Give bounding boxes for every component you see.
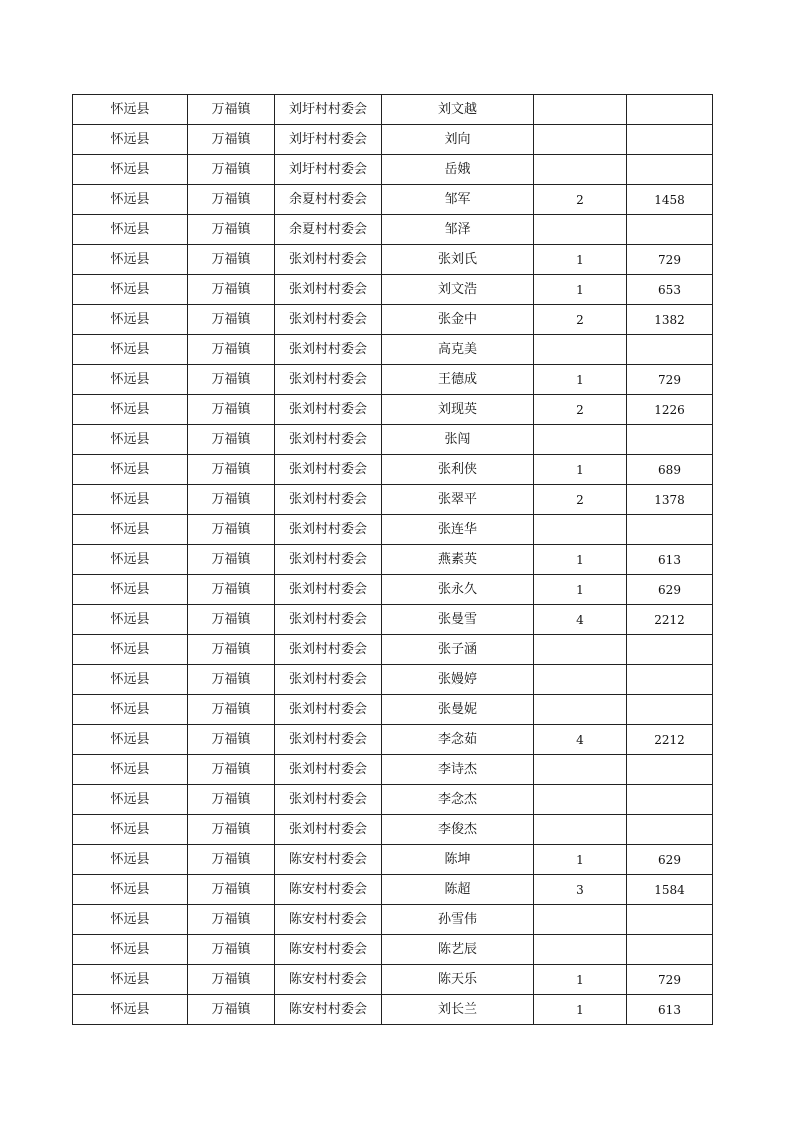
table-row	[73, 545, 713, 575]
county-cell: 怀远县	[73, 185, 188, 215]
table-row	[73, 785, 713, 815]
county-cell: 怀远县	[73, 905, 188, 935]
amount-cell	[627, 905, 713, 935]
person-name-cell: 岳娥	[382, 155, 534, 185]
amount-cell	[627, 665, 713, 695]
town-cell: 万福镇	[188, 125, 275, 155]
person-name-cell: 张曼雪	[382, 605, 534, 635]
table-row	[73, 845, 713, 875]
count-cell	[534, 515, 627, 545]
village-cell: 张刘村村委会	[275, 485, 382, 515]
person-name-cell: 刘现英	[382, 395, 534, 425]
amount-cell	[627, 515, 713, 545]
amount-cell	[627, 785, 713, 815]
amount-cell: 729	[627, 245, 713, 275]
table-row	[73, 155, 713, 185]
amount-cell: 653	[627, 275, 713, 305]
count-cell: 2	[534, 305, 627, 335]
table-row	[73, 725, 713, 755]
amount-cell: 1458	[627, 185, 713, 215]
town-cell: 万福镇	[188, 785, 275, 815]
amount-cell	[627, 815, 713, 845]
count-cell	[534, 125, 627, 155]
amount-cell	[627, 425, 713, 455]
village-cell: 陈安村村委会	[275, 935, 382, 965]
town-cell: 万福镇	[188, 605, 275, 635]
county-cell: 怀远县	[73, 275, 188, 305]
county-cell: 怀远县	[73, 635, 188, 665]
table-row	[73, 125, 713, 155]
person-name-cell: 陈天乐	[382, 965, 534, 995]
village-cell: 张刘村村委会	[275, 755, 382, 785]
count-cell: 1	[534, 365, 627, 395]
count-cell	[534, 785, 627, 815]
village-cell: 刘圩村村委会	[275, 95, 382, 125]
village-cell: 余夏村村委会	[275, 215, 382, 245]
person-name-cell: 张永久	[382, 575, 534, 605]
village-cell: 刘圩村村委会	[275, 155, 382, 185]
table-row	[73, 935, 713, 965]
table-row	[73, 365, 713, 395]
roster-table	[72, 94, 713, 1025]
table-row	[73, 305, 713, 335]
table-row	[73, 695, 713, 725]
count-cell	[534, 815, 627, 845]
person-name-cell: 张金中	[382, 305, 534, 335]
town-cell: 万福镇	[188, 665, 275, 695]
county-cell: 怀远县	[73, 815, 188, 845]
town-cell: 万福镇	[188, 815, 275, 845]
village-cell: 张刘村村委会	[275, 785, 382, 815]
count-cell: 2	[534, 395, 627, 425]
village-cell: 张刘村村委会	[275, 575, 382, 605]
county-cell: 怀远县	[73, 305, 188, 335]
town-cell: 万福镇	[188, 755, 275, 785]
county-cell: 怀远县	[73, 395, 188, 425]
amount-cell: 1378	[627, 485, 713, 515]
amount-cell	[627, 635, 713, 665]
table-row	[73, 395, 713, 425]
person-name-cell: 张翠平	[382, 485, 534, 515]
table-row	[73, 245, 713, 275]
count-cell	[534, 755, 627, 785]
table-row	[73, 425, 713, 455]
amount-cell	[627, 125, 713, 155]
person-name-cell: 张曼妮	[382, 695, 534, 725]
amount-cell: 2212	[627, 725, 713, 755]
town-cell: 万福镇	[188, 635, 275, 665]
village-cell: 张刘村村委会	[275, 305, 382, 335]
person-name-cell: 燕素英	[382, 545, 534, 575]
town-cell: 万福镇	[188, 545, 275, 575]
table-row	[73, 515, 713, 545]
amount-cell: 1382	[627, 305, 713, 335]
county-cell: 怀远县	[73, 965, 188, 995]
county-cell: 怀远县	[73, 785, 188, 815]
county-cell: 怀远县	[73, 485, 188, 515]
town-cell: 万福镇	[188, 425, 275, 455]
person-name-cell: 邹军	[382, 185, 534, 215]
person-name-cell: 李念茹	[382, 725, 534, 755]
county-cell: 怀远县	[73, 695, 188, 725]
person-name-cell: 张闯	[382, 425, 534, 455]
count-cell: 1	[534, 845, 627, 875]
amount-cell	[627, 695, 713, 725]
person-name-cell: 陈超	[382, 875, 534, 905]
village-cell: 刘圩村村委会	[275, 125, 382, 155]
table-row	[73, 185, 713, 215]
town-cell: 万福镇	[188, 695, 275, 725]
town-cell: 万福镇	[188, 905, 275, 935]
county-cell: 怀远县	[73, 335, 188, 365]
town-cell: 万福镇	[188, 305, 275, 335]
person-name-cell: 刘向	[382, 125, 534, 155]
county-cell: 怀远县	[73, 575, 188, 605]
county-cell: 怀远县	[73, 455, 188, 485]
town-cell: 万福镇	[188, 275, 275, 305]
town-cell: 万福镇	[188, 155, 275, 185]
town-cell: 万福镇	[188, 935, 275, 965]
count-cell	[534, 155, 627, 185]
county-cell: 怀远县	[73, 155, 188, 185]
village-cell: 陈安村村委会	[275, 845, 382, 875]
town-cell: 万福镇	[188, 215, 275, 245]
person-name-cell: 孙雪伟	[382, 905, 534, 935]
table-row	[73, 575, 713, 605]
table-row	[73, 905, 713, 935]
count-cell: 2	[534, 485, 627, 515]
village-cell: 张刘村村委会	[275, 275, 382, 305]
person-name-cell: 刘文越	[382, 95, 534, 125]
person-name-cell: 王德成	[382, 365, 534, 395]
village-cell: 张刘村村委会	[275, 605, 382, 635]
count-cell: 1	[534, 995, 627, 1025]
person-name-cell: 李诗杰	[382, 755, 534, 785]
village-cell: 张刘村村委会	[275, 665, 382, 695]
count-cell	[534, 665, 627, 695]
amount-cell	[627, 935, 713, 965]
village-cell: 张刘村村委会	[275, 515, 382, 545]
person-name-cell: 张子涵	[382, 635, 534, 665]
count-cell	[534, 935, 627, 965]
town-cell: 万福镇	[188, 875, 275, 905]
count-cell	[534, 95, 627, 125]
amount-cell	[627, 155, 713, 185]
village-cell: 张刘村村委会	[275, 695, 382, 725]
village-cell: 张刘村村委会	[275, 335, 382, 365]
town-cell: 万福镇	[188, 485, 275, 515]
count-cell: 4	[534, 725, 627, 755]
table-row	[73, 95, 713, 125]
count-cell: 1	[534, 245, 627, 275]
count-cell	[534, 335, 627, 365]
town-cell: 万福镇	[188, 515, 275, 545]
table-row	[73, 755, 713, 785]
amount-cell: 729	[627, 965, 713, 995]
person-name-cell: 陈坤	[382, 845, 534, 875]
town-cell: 万福镇	[188, 95, 275, 125]
table-row	[73, 965, 713, 995]
person-name-cell: 张利侠	[382, 455, 534, 485]
county-cell: 怀远县	[73, 425, 188, 455]
town-cell: 万福镇	[188, 725, 275, 755]
town-cell: 万福镇	[188, 395, 275, 425]
table-row	[73, 815, 713, 845]
town-cell: 万福镇	[188, 845, 275, 875]
person-name-cell: 张刘氏	[382, 245, 534, 275]
village-cell: 张刘村村委会	[275, 635, 382, 665]
town-cell: 万福镇	[188, 335, 275, 365]
town-cell: 万福镇	[188, 455, 275, 485]
amount-cell	[627, 95, 713, 125]
count-cell: 4	[534, 605, 627, 635]
amount-cell: 613	[627, 545, 713, 575]
village-cell: 陈安村村委会	[275, 875, 382, 905]
village-cell: 张刘村村委会	[275, 425, 382, 455]
county-cell: 怀远县	[73, 95, 188, 125]
village-cell: 张刘村村委会	[275, 455, 382, 485]
county-cell: 怀远县	[73, 545, 188, 575]
table-row	[73, 215, 713, 245]
table-row	[73, 995, 713, 1025]
person-name-cell: 邹泽	[382, 215, 534, 245]
county-cell: 怀远县	[73, 365, 188, 395]
count-cell	[534, 905, 627, 935]
amount-cell: 689	[627, 455, 713, 485]
amount-cell: 1226	[627, 395, 713, 425]
count-cell: 1	[534, 575, 627, 605]
county-cell: 怀远县	[73, 125, 188, 155]
village-cell: 张刘村村委会	[275, 725, 382, 755]
amount-cell	[627, 755, 713, 785]
table-row	[73, 605, 713, 635]
county-cell: 怀远县	[73, 515, 188, 545]
amount-cell	[627, 215, 713, 245]
person-name-cell: 李念杰	[382, 785, 534, 815]
count-cell: 1	[534, 965, 627, 995]
person-name-cell: 高克美	[382, 335, 534, 365]
village-cell: 张刘村村委会	[275, 815, 382, 845]
roster-table-body	[73, 95, 713, 1025]
count-cell	[534, 215, 627, 245]
amount-cell: 1584	[627, 875, 713, 905]
count-cell: 3	[534, 875, 627, 905]
amount-cell: 629	[627, 845, 713, 875]
town-cell: 万福镇	[188, 575, 275, 605]
county-cell: 怀远县	[73, 665, 188, 695]
county-cell: 怀远县	[73, 875, 188, 905]
village-cell: 张刘村村委会	[275, 395, 382, 425]
person-name-cell: 李俊杰	[382, 815, 534, 845]
table-row	[73, 335, 713, 365]
amount-cell: 629	[627, 575, 713, 605]
town-cell: 万福镇	[188, 995, 275, 1025]
village-cell: 余夏村村委会	[275, 185, 382, 215]
table-row	[73, 275, 713, 305]
village-cell: 陈安村村委会	[275, 965, 382, 995]
count-cell	[534, 635, 627, 665]
village-cell: 张刘村村委会	[275, 545, 382, 575]
count-cell	[534, 695, 627, 725]
town-cell: 万福镇	[188, 365, 275, 395]
amount-cell: 729	[627, 365, 713, 395]
amount-cell	[627, 335, 713, 365]
person-name-cell: 张嫚婷	[382, 665, 534, 695]
count-cell: 1	[534, 275, 627, 305]
count-cell: 1	[534, 545, 627, 575]
count-cell: 2	[534, 185, 627, 215]
county-cell: 怀远县	[73, 215, 188, 245]
village-cell: 陈安村村委会	[275, 995, 382, 1025]
town-cell: 万福镇	[188, 965, 275, 995]
town-cell: 万福镇	[188, 245, 275, 275]
amount-cell: 613	[627, 995, 713, 1025]
county-cell: 怀远县	[73, 245, 188, 275]
count-cell	[534, 425, 627, 455]
table-row	[73, 665, 713, 695]
county-cell: 怀远县	[73, 755, 188, 785]
table-row	[73, 455, 713, 485]
town-cell: 万福镇	[188, 185, 275, 215]
county-cell: 怀远县	[73, 845, 188, 875]
person-name-cell: 刘长兰	[382, 995, 534, 1025]
county-cell: 怀远县	[73, 605, 188, 635]
county-cell: 怀远县	[73, 995, 188, 1025]
village-cell: 张刘村村委会	[275, 365, 382, 395]
table-row	[73, 635, 713, 665]
county-cell: 怀远县	[73, 725, 188, 755]
county-cell: 怀远县	[73, 935, 188, 965]
count-cell: 1	[534, 455, 627, 485]
table-row	[73, 875, 713, 905]
village-cell: 张刘村村委会	[275, 245, 382, 275]
person-name-cell: 刘文浩	[382, 275, 534, 305]
amount-cell: 2212	[627, 605, 713, 635]
person-name-cell: 张连华	[382, 515, 534, 545]
village-cell: 陈安村村委会	[275, 905, 382, 935]
person-name-cell: 陈艺辰	[382, 935, 534, 965]
table-row	[73, 485, 713, 515]
